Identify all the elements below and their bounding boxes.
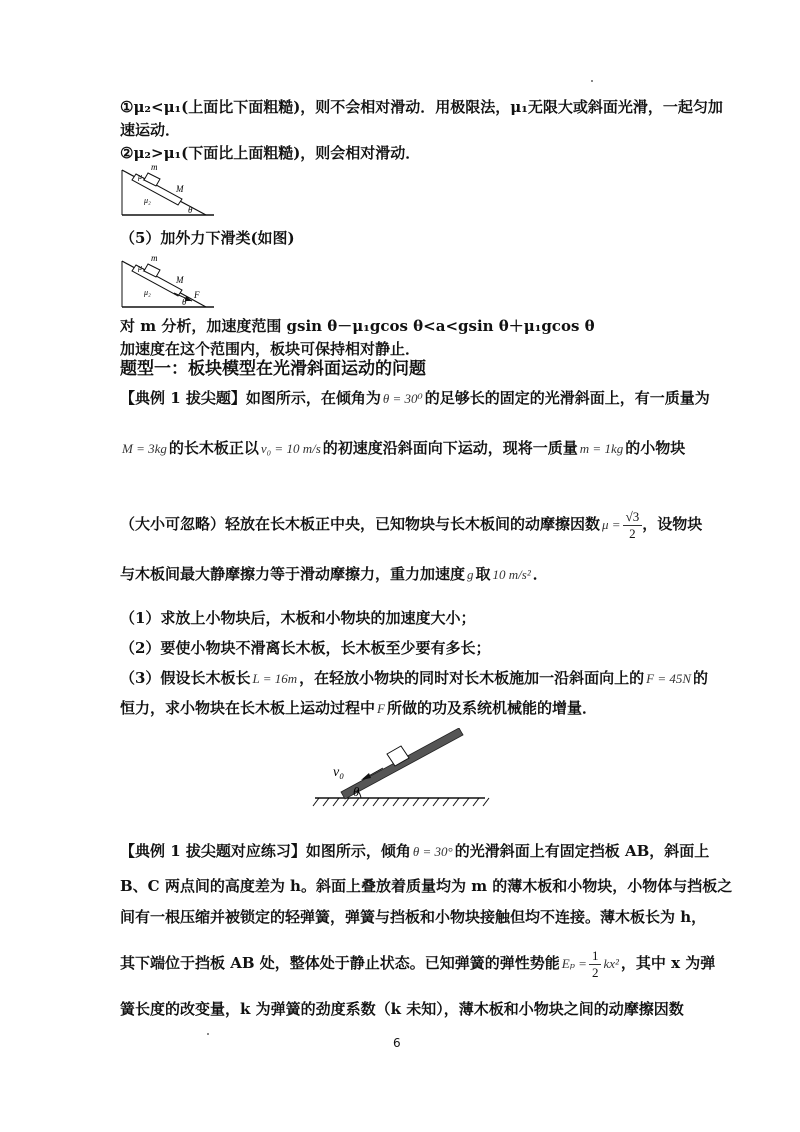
q3-text-b: ，在轻放小物块的同时对长木板施加一沿斜面向上的 [299,669,645,687]
practice-text-4a: 其下端位于挡板 AB 处，整体处于静止状态。已知弹簧的弹性势能 [120,954,560,972]
math-mass-M: M = 3kg [122,441,167,456]
question-3 [120,667,708,690]
scan-dot-2 [207,1033,209,1035]
example-text-3a: （大小可忽略）轻放在长木板正中央，已知物块与长木板间的动摩擦因数 [120,515,601,533]
math-v0: v₀ = 10 m/s [260,441,321,456]
math-Ep-label: Eₚ = [561,956,587,971]
practice-line-1 [120,840,709,863]
example-text-1a: 【典例 1 拔尖题】如图所示，在倾角为 [120,389,381,407]
half-numerator: 1 [589,948,602,965]
page-number: 6 [393,1036,401,1050]
mu-denominator: 2 [629,525,636,541]
fig1-M-label: M [176,184,184,194]
fig2-theta-label: θ [182,297,187,307]
example-line-2 [120,437,685,460]
text-line-5: 对 m 分析，加速度范围 gsin θ－μ₁gcos θ<a<gsin θ＋μ₁gcos θ [120,317,595,335]
half-denominator: 2 [591,964,599,980]
fig2-mu2-label: μ₂ [144,288,151,297]
math-theta-30: θ = 30⁰ [382,391,423,406]
text-line-1: ①μ₂<μ₁(上面比下面粗糙)，则不会相对滑动．用极限法，μ₁无限大或斜面光滑，一起匀加 [120,98,723,116]
fig2-F-label: F [194,290,200,300]
math-mass-m: m = 1kg [579,441,624,456]
fig1-mu2-label: μ₂ [144,196,151,205]
example-text-2b: 的长木板正以 [168,439,259,457]
example-text-1b: 的足够长的固定的光滑斜面上，有一质量为 [424,389,710,407]
math-kx2: kx² [603,956,619,971]
fig3-v0-label: v₀ [333,765,345,780]
practice-text-4b: ，其中 x 为弹 [620,954,716,972]
text-line-6: 加速度在这个范围内，板块可保持相对静止． [120,340,421,358]
example-text-2c: 的初速度沿斜面向下运动，现将一质量 [322,439,578,457]
question-2: （2）要使小物块不滑离长木板，长木板至少要有多长； [120,639,491,657]
text-line-2: 速运动． [120,121,181,139]
text-line-4: （5）加外力下滑类(如图) [120,229,295,247]
math-F-symbol: F [377,701,385,716]
example-line-4 [120,563,548,586]
figure-incline-block-force [118,253,218,313]
question-3-cont [120,697,597,720]
q4-text-a: 恒力，求小物块在长木板上运动过程中 [120,699,376,717]
example-line-1 [120,387,710,410]
practice-text-1a: 【典例 1 拔尖题对应练习】如图所示，倾角 [120,842,411,860]
section-title: 题型一：板块模型在光滑斜面运动的问题 [120,359,426,379]
example-line-3 [120,506,702,543]
question-1: （1）求放上小物块后，木板和小物块的加速度大小； [120,609,476,627]
text-line-3: ②μ₂>μ₁(下面比上面粗糙)，则会相对滑动． [120,144,421,162]
practice-line-4 [120,946,715,981]
example-text-4a: 与木板间最大静摩擦力等于滑动摩擦力，重力加速度 [120,565,466,583]
figure-incline-block-1 [118,165,218,220]
example-text-4b: 取 [475,565,491,583]
figure-board-on-incline [305,728,495,813]
example-text-2d: 的小物块 [625,439,686,457]
practice-line-5: 簧长度的改变量，k 为弹簧的劲度系数（k 未知），薄木板和小物块之间的动摩擦因数 [120,1000,684,1018]
math-L: L = 16m [252,671,298,686]
math-mu-label: μ = [602,517,621,532]
math-g: g [467,567,474,582]
math-F: F = 45N [646,671,692,686]
q3-text-a: （3）假设长木板长 [120,669,251,687]
practice-line-3: 间有一根压缩并被锁定的轻弹簧，弹簧与挡板和小物块接触但均不连接。薄木板长为 h， [120,908,707,926]
math-theta-30b: θ = 30° [412,844,453,859]
math-half-fraction [589,948,602,981]
mu-numerator: √3 [623,509,643,526]
practice-text-1b: 的光滑斜面上有固定挡板 AB，斜面上 [454,842,710,860]
fig2-M-label: M [176,275,184,285]
example-text-3b: ，设物块 [642,515,703,533]
fig1-m-label: m [151,165,158,172]
q3-text-c: 的 [693,669,709,687]
fig2-m-label: m [151,253,158,263]
q4-text-b: 所做的功及系统机械能的增量． [386,699,597,717]
practice-line-2: B、C 两点间的高度差为 h。斜面上叠放着质量均为 m 的薄木板和小物块，小物体与挡板之 [120,877,733,895]
fig3-theta-label: θ [353,784,360,799]
scan-dot [591,80,593,82]
math-g-value: 10 m/s² [492,567,531,582]
fig1-mu1-label: μ₁ [138,172,145,181]
math-mu-fraction [623,509,643,542]
fig2-mu1-label: μ₁ [138,263,145,272]
fig1-theta-label: θ [188,205,193,215]
example-text-4c: ． [532,565,548,583]
